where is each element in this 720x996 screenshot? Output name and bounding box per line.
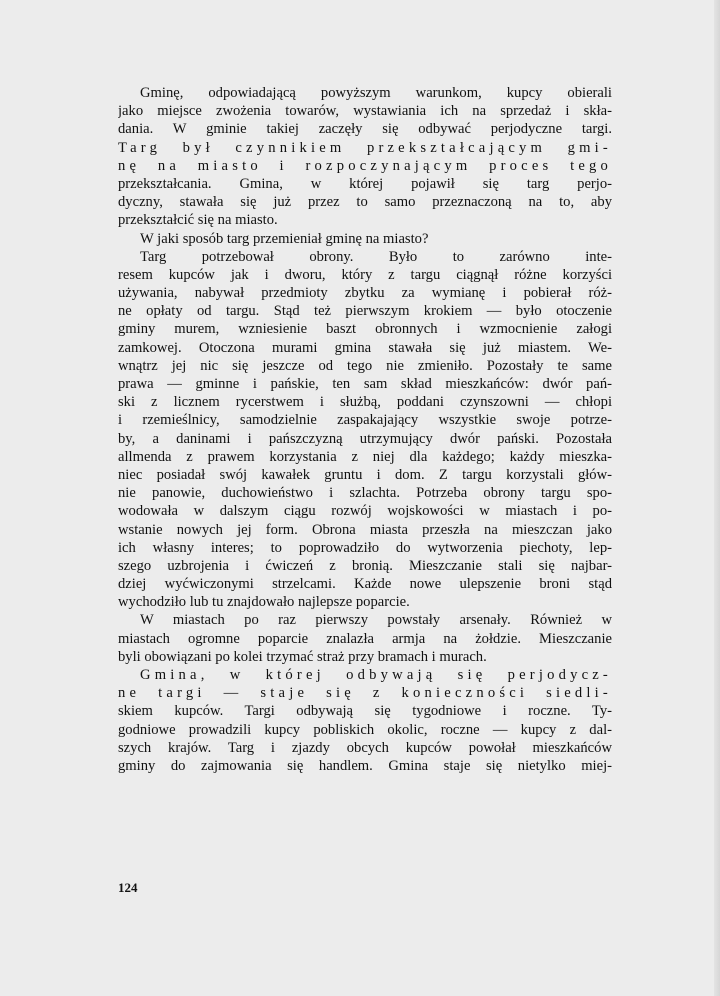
text-line: szego uzbrojenia i ćwiczeń z bronią. Mieszczanie stali się najbar- [118, 557, 612, 574]
text-line: używania, nabywał przedmioty zbytku za wymianę i pobierał róż- [118, 285, 612, 302]
text-line: prawa — gminne i pańskie, ten sam skład mieszkańców: dwór pań- [118, 376, 612, 392]
text-line: ne targi — staje się z konieczności siedli- [118, 685, 612, 702]
text-line: wnątrz jej nic się jeszcze od tego nie zmieniło. Pozostały te same [118, 357, 612, 374]
text-line: Gmina, w której odbywają się perjodycz- [140, 667, 612, 683]
text-line: allmenda z prawem korzystania z niej dla każdego; każdy mieszka- [118, 448, 612, 465]
text-line: gminy do zajmowania się handlem. Gmina staje się nietylko miej- [118, 757, 612, 774]
body-text [118, 84, 612, 775]
text-line: resem kupców jak i dworu, który z targu ciągnął różne korzyści [118, 266, 612, 283]
page-number: 124 [118, 880, 138, 895]
text-line: wychodziło lub tu znajdowało najlepsze poparcie. [118, 594, 410, 611]
text-line: Gminę, odpowiadającą powyższym warunkom, kupcy obierali [140, 85, 612, 101]
text-line: wodowała w dalszym ciągu rozwój wojskowości w miastach i po- [118, 503, 612, 520]
text-line: niec posiadał swój kawałek gruntu i dom. Z targu korzystali głów- [118, 466, 612, 483]
text-line: ich własny interes; to poprowadziło do wytworzenia piechoty, lep- [118, 539, 612, 556]
text-line: wstanie nowych jej form. Obrona miasta przeszła na mieszczan jako [118, 521, 612, 538]
text-line: byli obowiązani po kolei trzymać straż przy bramach i murach. [118, 648, 487, 665]
text-line: Targ był czynnikiem przekształcającym gmi- [118, 139, 612, 156]
text-line: W jaki sposób targ przemieniał gminę na miasto? [140, 230, 429, 247]
text-line: przekształcania. Gmina, w której pojawił się targ perjo- [118, 175, 612, 192]
page-edge-shadow [714, 0, 720, 996]
text-line: gminy murem, wzniesienie baszt obronnych i wzmocnienie załogi [118, 321, 612, 338]
text-line: szych krajów. Targ i zjazdy obcych kupców powołał mieszkańców [118, 739, 612, 756]
text-line: ne opłaty od targu. Stąd też pierwszym krokiem — było otoczenie [118, 303, 612, 320]
text-line: dania. W gminie takiej zaczęły się odbywać perjodyczne targi. [118, 121, 612, 138]
text-line: dziej wyćwiczonymi strzelcami. Każde nowe ulepszenie broni stąd [118, 576, 612, 593]
text-line: przekształcić się na miasto. [118, 212, 278, 229]
text-line: skiem kupców. Targi odbywają się tygodniowe i roczne. Ty- [118, 703, 612, 720]
text-line: miastach ogromne poparcie znalazła armja na żołdzie. Mieszczanie [118, 630, 612, 647]
text-line: godniowe prowadzili kupcy pobliskich okolic, roczne — kupcy z dal- [118, 721, 612, 738]
text-line: nę na miasto i rozpoczynającym proces tego [118, 157, 612, 174]
text-line: dyczny, stawała się już przez to samo przeznaczoną na to, aby [118, 194, 612, 211]
text-line: zamkowej. Otoczona murami gmina stawała się już miastem. We- [118, 339, 612, 356]
text-line: ski z licznem rycerstwem i służbą, poddani czynszowni — chłopi [118, 394, 612, 411]
text-line: jako miejsce zwożenia towarów, wystawiania ich na sprzedaż i skła- [118, 103, 612, 120]
text-line: by, a daninami i pańszczyzną utrzymujący dwór pański. Pozostała [118, 430, 612, 447]
text-line: W miastach po raz pierwszy powstały arsenały. Również w [140, 612, 612, 629]
text-line: Targ potrzebował obrony. Było to zarówno inte- [140, 248, 612, 265]
text-line: nie panowie, duchowieństwo i szlachta. Potrzeba obrony targu spo- [118, 485, 612, 502]
text-line: i rzemieślnicy, samodzielnie zaspakajający wszystkie swoje potrze- [118, 412, 612, 429]
